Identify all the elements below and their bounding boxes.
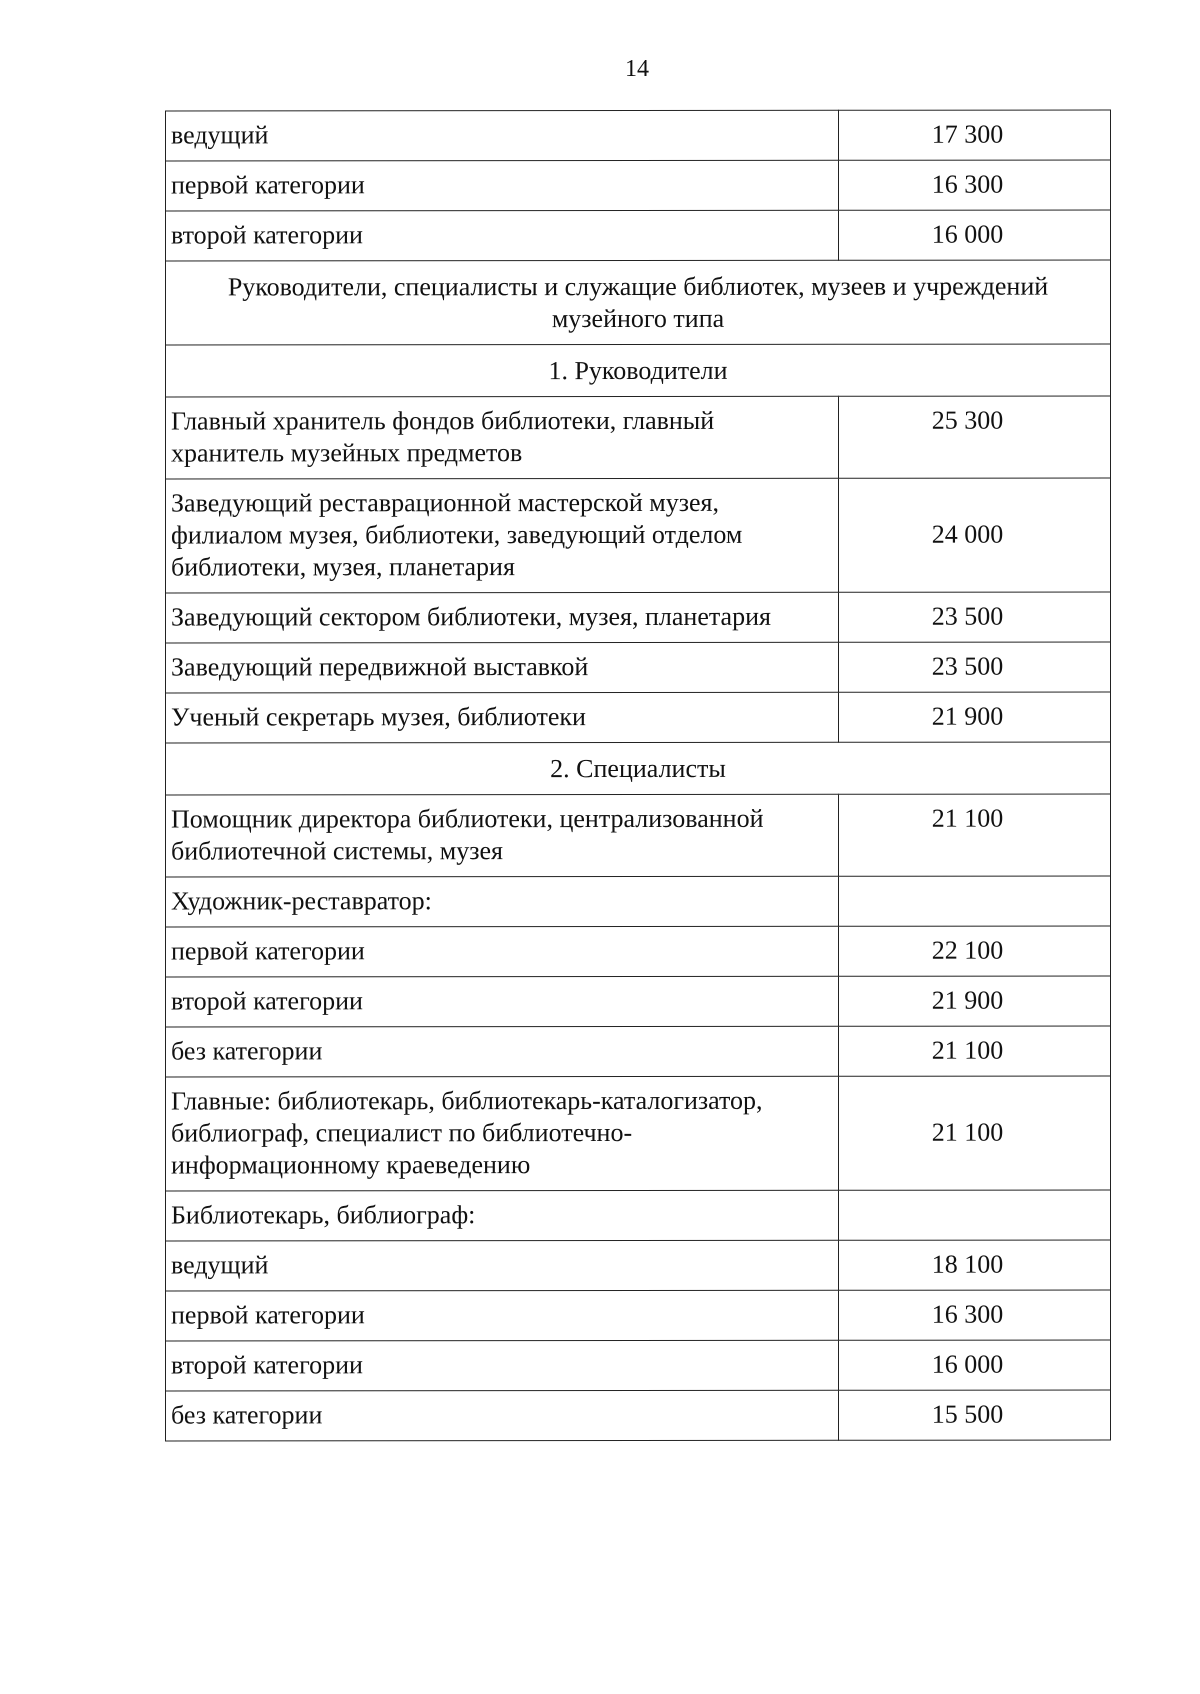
table-row — [166, 1340, 1111, 1391]
salary-value: 21 900 — [839, 692, 1111, 742]
position-name: без категории — [166, 1026, 839, 1077]
salary-value: 15 500 — [839, 1390, 1111, 1440]
position-name: второй категории — [166, 976, 839, 1027]
position-name: первой категории — [166, 160, 839, 211]
salary-value — [839, 876, 1111, 926]
position-name: первой категории — [166, 926, 839, 977]
salary-value: 16 000 — [839, 210, 1111, 260]
position-name: Художник-реставратор: — [166, 876, 839, 927]
table-row — [166, 926, 1111, 977]
section-heading: 2. Специалисты — [166, 742, 1111, 795]
table-row — [166, 478, 1111, 593]
table-row — [166, 876, 1111, 927]
position-name: Заведующий сектором библиотеки, музея, планетария — [166, 592, 839, 643]
section-row — [166, 260, 1111, 345]
salary-table — [165, 110, 1111, 1442]
position-name: Главные: библиотекарь, библиотекарь-каталогизатор, библиограф, специалист по библиотечно-информационному краеведению — [166, 1076, 839, 1191]
salary-value: 16 300 — [839, 160, 1111, 210]
salary-value: 21 100 — [839, 1026, 1111, 1076]
salary-value: 22 100 — [839, 926, 1111, 976]
salary-value: 21 100 — [839, 794, 1111, 876]
table-row — [166, 1240, 1111, 1291]
position-name: Помощник директора библиотеки, централизованной библиотечной системы, музея — [166, 794, 839, 877]
table-row — [166, 976, 1111, 1027]
table-row — [166, 642, 1111, 693]
table-row — [166, 210, 1111, 261]
position-name: Библиотекарь, библиограф: — [166, 1190, 839, 1241]
table-row — [166, 1026, 1111, 1077]
table-row — [166, 592, 1111, 643]
table-row — [166, 1190, 1111, 1241]
table-row — [166, 692, 1111, 743]
table-row — [166, 1076, 1111, 1191]
position-name: ведущий — [166, 1240, 839, 1291]
table-row — [166, 396, 1111, 479]
table-row — [166, 1390, 1111, 1441]
table-row — [166, 160, 1111, 211]
salary-value: 16 300 — [839, 1290, 1111, 1340]
position-name: без категории — [166, 1390, 839, 1441]
table-row — [166, 110, 1111, 161]
page-number: 14 — [625, 56, 649, 82]
salary-value: 21 100 — [839, 1076, 1111, 1190]
section-row — [166, 742, 1111, 795]
salary-value: 17 300 — [839, 110, 1111, 160]
salary-value: 18 100 — [839, 1240, 1111, 1290]
position-name: второй категории — [166, 1340, 839, 1391]
position-name: Заведующий передвижной выставкой — [166, 642, 839, 693]
salary-value: 23 500 — [839, 592, 1111, 642]
position-name: Ученый секретарь музея, библиотеки — [166, 692, 839, 743]
position-name: ведущий — [166, 110, 839, 161]
position-name: первой категории — [166, 1290, 839, 1341]
salary-value: 16 000 — [839, 1340, 1111, 1390]
section-heading: Руководители, специалисты и служащие библиотек, музеев и учреждений музейного типа — [166, 260, 1111, 345]
table-row — [166, 794, 1111, 877]
salary-value: 23 500 — [839, 642, 1111, 692]
position-name: Заведующий реставрационной мастерской музея, филиалом музея, библиотеки, заведующий отделом библиотеки, музея, планетария — [166, 478, 839, 593]
salary-value: 25 300 — [839, 396, 1111, 478]
salary-value: 21 900 — [839, 976, 1111, 1026]
section-row — [166, 344, 1111, 397]
table-row — [166, 1290, 1111, 1341]
position-name: Главный хранитель фондов библиотеки, главный хранитель музейных предметов — [166, 396, 839, 479]
section-heading: 1. Руководители — [166, 344, 1111, 397]
salary-value — [839, 1190, 1111, 1240]
position-name: второй категории — [166, 210, 839, 261]
salary-value: 24 000 — [839, 478, 1111, 592]
